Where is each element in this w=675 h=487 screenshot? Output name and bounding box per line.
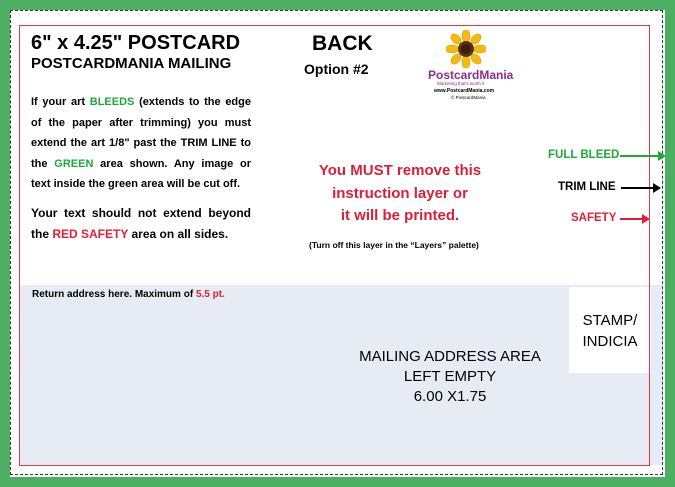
safety-instructions: Your text should not extend beyond the RED SAFETY area on all sides. <box>31 206 251 241</box>
sunflower-logo-icon <box>446 30 486 68</box>
layers-note: (Turn off this layer in the “Layers” palette) <box>309 240 479 250</box>
mailing-area-label: MAILING ADDRESS AREA LEFT EMPTY 6.00 X1.75 <box>359 348 541 405</box>
remove-layer-warning: You MUST remove this instruction layer or it will be printed. <box>318 162 482 224</box>
logo-url: www.PostcardMania.com <box>434 88 495 94</box>
return-address-note: Return address here. Maximum of 5.5 pt. <box>32 289 225 300</box>
logo-copyright: © PostcardMania <box>451 95 486 100</box>
full-bleed-arrow-icon <box>620 155 664 157</box>
postcard-subtitle: POSTCARDMANIA MAILING <box>31 55 232 72</box>
stamp-indicia-label: STAMP/ INDICIA <box>582 312 638 350</box>
postcard-title: 6" x 4.25" POSTCARD <box>31 32 241 54</box>
option-label: Option #2 <box>304 61 369 77</box>
safety-label: SAFETY <box>571 212 617 224</box>
safety-arrow-icon <box>620 218 648 220</box>
trim-line-arrow-icon <box>621 187 659 189</box>
logo-wordmark: PostcardMania <box>428 68 514 82</box>
side-label: BACK <box>312 32 373 55</box>
full-bleed-label: FULL BLEED <box>548 149 620 161</box>
logo-tagline: Marketing that's worth it <box>437 81 485 86</box>
bleed-instructions: If your art BLEEDS (extends to the edge of the paper after trimming) you must extend the art 1/8" past the TRIM LINE to the GREEN area shown. Any image or text inside the green area will be cut off. <box>31 96 251 190</box>
trim-line-label: TRIM LINE <box>558 181 616 193</box>
